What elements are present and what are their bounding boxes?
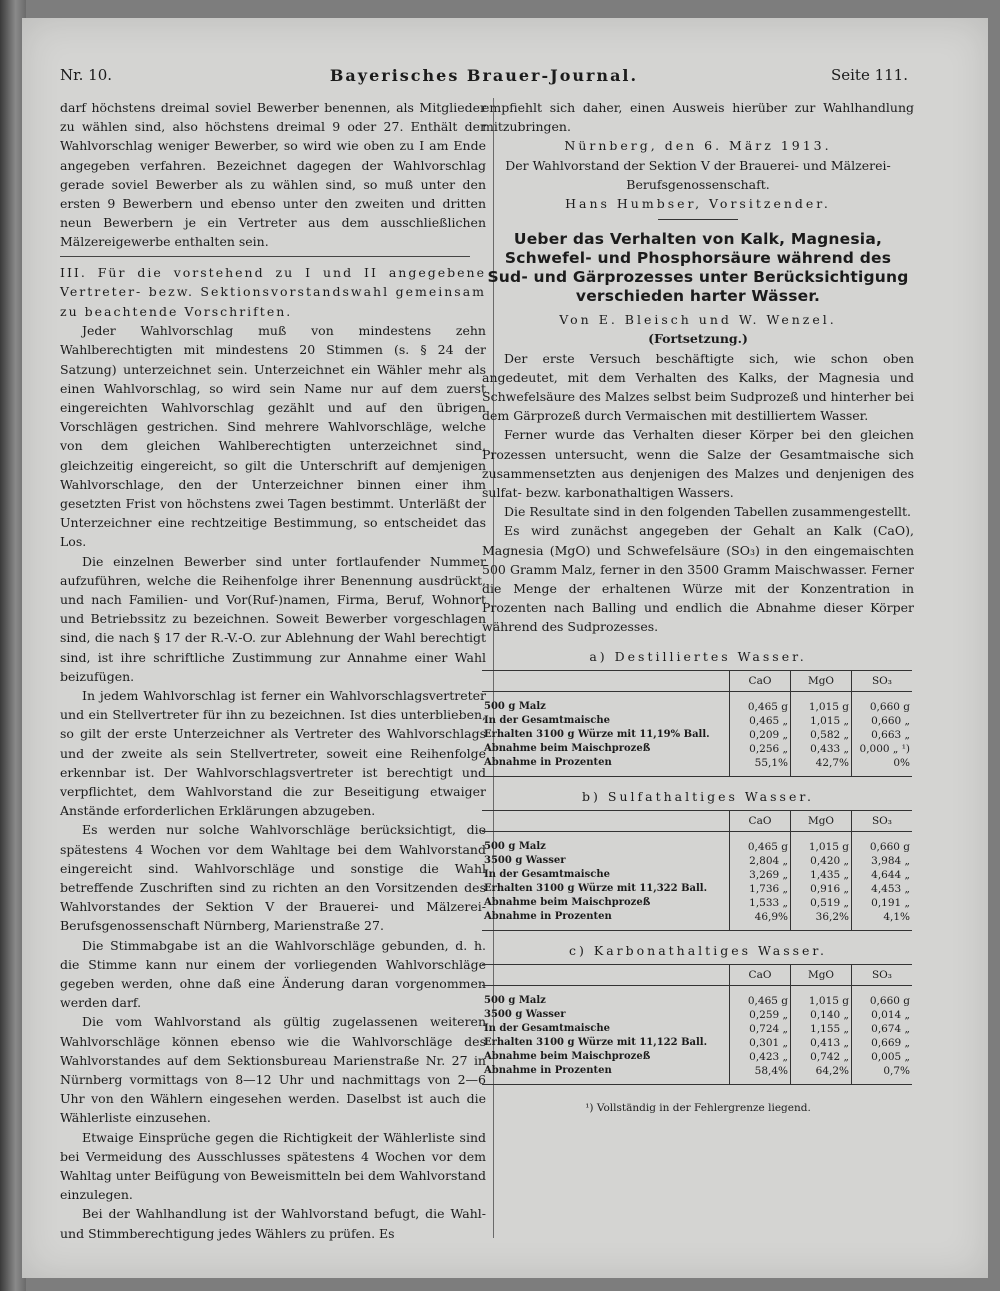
data-table-distilled	[482, 670, 912, 777]
table-row: Abnahme beim Maischprozeß 1,533 „ 0,519 „ 0,191 „	[484, 897, 910, 910]
article-title: Ueber das Verhalten von Kalk, Magnesia, Schwefel- und Phosphorsäure während des Sud- und Gärprozesses unter Berücksichtigung verschieden harter Wässer.	[487, 230, 909, 306]
paragraph: Bei der Wahlhandlung ist der Wahlvorstand befugt, die Wahl- und Stimmberechtigung jedes Wählers zu prüfen. Es	[60, 1206, 486, 1241]
table-row: Abnahme in Prozenten 55,1% 42,7% 0%	[482, 756, 912, 777]
paragraph: Der erste Versuch beschäftigte sich, wie schon oben angedeutet, mit dem Verhalten des Kalks, der Magnesia und Schwefelsäure des Malzes selbst beim Sudprozeß und hinterher bei dem Gärprozeß durch Vermaischen mit destilliertem Wasser.	[482, 350, 914, 424]
column-header: MgO	[791, 811, 852, 832]
table-row: 500 g Malz 0,465 g 1,015 g 0,660 g	[482, 986, 912, 1009]
article-authors: Von E. Bleisch und W. Wenzel.	[559, 312, 837, 328]
paragraph: Die einzelnen Bewerber sind unter fortlaufender Nummer aufzuführen, welche die Reihenfolge ihrer Benennung ausdrückt, und nach Familien- und Vor(Ruf-)namen, Firma, Beruf, Wohnort und Betriebssitz zu bezeichnen. Soweit Bewerber vorgeschlagen sind, die nach § 17 der R.-V.-O. zur Ablehnung der Wahl berechtigt sind, ist ihre schriftliche Zustimmung zur Annahme einer Wahl beizufügen.	[60, 553, 486, 684]
paragraph: Die Stimmabgabe ist an die Wahlvorschläge gebunden, d. h. die Stimme kann nur einem der vorliegenden Wahlvorschläge gegeben werden, ohne daß eine Änderung daran vorgenommen werden darf.	[60, 937, 486, 1011]
paragraph: Ferner wurde das Verhalten dieser Körper bei den gleichen Prozessen untersucht, wenn die Salze der Gesamtmaische sich zusammensetzten aus denjenigen des Malzes und denjenigen des sulfat- bezw. karbonathaltigen Wassers.	[482, 427, 914, 501]
article-continued: (Fortsetzung.)	[648, 331, 748, 347]
column-header: SO₃	[852, 811, 913, 832]
table-title: a) Destilliertes Wasser.	[589, 648, 807, 664]
table-row: Erhalten 3100 g Würze mit 11,19% Ball. 0,209 „ 0,582 „ 0,663 „	[484, 728, 910, 741]
paragraph: In jedem Wahlvorschlag ist ferner ein Wahlvorschlagsvertreter und ein Stellvertreter für ihn zu bezeichnen. Ist dies unterblieben, so gilt der erste Unterzeichner als Vertreter des Wahlvorschlags und der zweite als sein Stellvertreter, soweit eine Reihenfolge erkennbar ist. Der Wahlvorschlagsvertreter ist berechtigt und verpflichtet, dem Wahlvorstand die zur Beseitigung etwaiger Anstände erforderlichen Erklärungen abzugeben.	[60, 687, 486, 819]
journal-title: Bayerisches Brauer-Journal.	[329, 66, 639, 85]
left-column	[60, 98, 486, 1243]
footnote: ¹) Vollständig in der Fehlergrenze liegend.	[585, 1102, 811, 1115]
table-row: In der Gesamtmaische 0,465 „ 1,015 „ 0,660 „	[484, 714, 910, 727]
column-header: MgO	[791, 670, 852, 691]
data-table-carbonate	[482, 964, 912, 1085]
column-header: CaO	[730, 811, 791, 832]
table-row: 3500 g Wasser 2,804 „ 0,420 „ 3,984 „	[484, 855, 910, 868]
table-row: Erhalten 3100 g Würze mit 11,122 Ball. 0,301 „ 0,413 „ 0,669 „	[484, 1037, 910, 1050]
table-row: In der Gesamtmaische 3,269 „ 1,435 „ 4,644 „	[484, 869, 910, 882]
table-row: 500 g Malz 0,465 g 1,015 g 0,660 g	[482, 691, 912, 714]
page-number: Seite 111.	[830, 66, 908, 84]
table-row: In der Gesamtmaische 0,724 „ 1,155 „ 0,674 „	[484, 1023, 910, 1036]
page-header	[60, 60, 908, 90]
chair-signature: Hans Humbser, Vorsitzender.	[565, 196, 831, 212]
paragraph: Es werden nur solche Wahlvorschläge berücksichtigt, die spätestens 4 Wochen vor dem Wahltage bei dem Wahlvorstand eingereicht sind. Wahlvorschläge und sonstige die Wahl betreffende Zuschriften sind zu richten an den Vorsitzenden des Wahlvorstandes der Sektion V der Brauerei- und Mälzerei-Berufsgenossenschaft Nürnberg, Marienstraße 27.	[60, 822, 486, 934]
paragraph: Die vom Wahlvorstand als gültig zugelassenen weiteren Wahlvorschläge können ebenso wie die Wahlvorschläge des Wahlvorstandes auf dem Sektionsbureau Marienstraße Nr. 27 in Nürnberg vormittags von 8—12 Uhr und nachmittags von 2—6 Uhr von den Wählern eingesehen werden. Daselbst ist auch die Wählerliste einzusehen.	[60, 1014, 486, 1126]
table-row: Abnahme beim Maischprozeß 0,256 „ 0,433 „ 0,000 „ ¹)	[484, 742, 910, 755]
dateline: Nürnberg, den 6. März 1913.	[564, 138, 832, 154]
table-row: Abnahme beim Maischprozeß 0,423 „ 0,742 „ 0,005 „	[484, 1051, 910, 1064]
paragraph: Es wird zunächst angegeben der Gehalt an Kalk (CaO), Magnesia (MgO) und Schwefelsäure (SO₃) in den eingemaischten 500 Gramm Malz, ferner in den 3500 Gramm Maischwasser. Ferner die Menge der erhaltenen Würze mit der Konzentration in Prozenten nach Balling und endlich die Abnahme dieser Körper während des Sudprozesses.	[482, 523, 914, 635]
right-column	[482, 98, 914, 1118]
paragraph: empfiehlt sich daher, einen Ausweis hierüber zur Wahlhandlung mitzubringen.	[482, 100, 914, 135]
column-header: CaO	[730, 965, 791, 986]
divider	[658, 219, 738, 220]
column-header: SO₃	[852, 670, 913, 691]
board-signature: Der Wahlvorstand der Sektion V der Brauerei- und Mälzerei-Berufsgenossenschaft.	[505, 157, 891, 192]
divider	[60, 256, 470, 257]
data-table-sulfate	[482, 810, 912, 931]
section-heading-iii: III. Für die vorstehend zu I und II angegebene Vertreter- bezw. Sektionsvorstandswahl gemeinsam zu beachtende Vorschriften.	[60, 264, 486, 319]
paragraph: Jeder Wahlvorschlag muß von mindestens zehn Wahlberechtigten mit mindestens 20 Stimmen (s. § 24 der Satzung) unterzeichnet sein. Unterzeichnet ein Wähler mehr als einen Wahlvorschlag, so wird sein Name nur auf dem zuerst eingereichten Wahlvorschlag gezählt und auf den übrigen Vorschlägen gestrichen. Sind mehrere Wahlvorschläge, welche von dem gleichen Wahlberechtigten unterzeichnet sind, gleichzeitig eingereicht, so gilt die Unterschrift auf demjenigen Wahlvorschlage, den der Unterzeichner binnen einer ihm gesetzten Frist von höchstens zwei Tagen bestimmt. Unterläßt der Unterzeichner eine rechtzeitige Bestimmung, so entscheidet das Los.	[60, 323, 486, 550]
paragraph: darf höchstens dreimal soviel Bewerber benennen, als Mitglieder zu wählen sind, also höchstens dreimal 9 oder 27. Enthält der Wahlvorschlag weniger Bewerber, so wird wie oben zu I am Ende angegeben verfahren. Bezeichnet dagegen der Wahlvorschlag gerade soviel Bewerber als zu wählen sind, so muß unter den ersten 9 Bewerbern und ebenso unter den zweiten und dritten neun Bewerbern je ein Vertreter aus dem ausschließlichen Mälzereigewerbe enthalten sein.	[60, 100, 486, 250]
paragraph: Etwaige Einsprüche gegen die Richtigkeit der Wählerliste sind bei Vermeidung des Ausschlusses spätestens 4 Wochen vor dem Wahltag unter Beifügung von Beweismitteln bei dem Wahlvorstand einzulegen.	[60, 1129, 486, 1203]
issue-number: Nr. 10.	[60, 66, 113, 84]
column-header: MgO	[791, 965, 852, 986]
table-row: Abnahme in Prozenten 58,4% 64,2% 0,7%	[482, 1064, 912, 1085]
paragraph: Die Resultate sind in den folgenden Tabellen zusammengestellt.	[504, 504, 911, 520]
table-row: Abnahme in Prozenten 46,9% 36,2% 4,1%	[482, 910, 912, 931]
column-header: CaO	[730, 670, 791, 691]
table-row: 3500 g Wasser 0,259 „ 0,140 „ 0,014 „	[484, 1009, 910, 1022]
table-row: 500 g Malz 0,465 g 1,015 g 0,660 g	[482, 832, 912, 855]
table-row: Erhalten 3100 g Würze mit 11,322 Ball. 1,736 „ 0,916 „ 4,453 „	[484, 883, 910, 896]
column-header: SO₃	[852, 965, 913, 986]
table-title: c) Karbonathaltiges Wasser.	[569, 943, 827, 959]
table-title: b) Sulfathaltiges Wasser.	[582, 788, 814, 804]
